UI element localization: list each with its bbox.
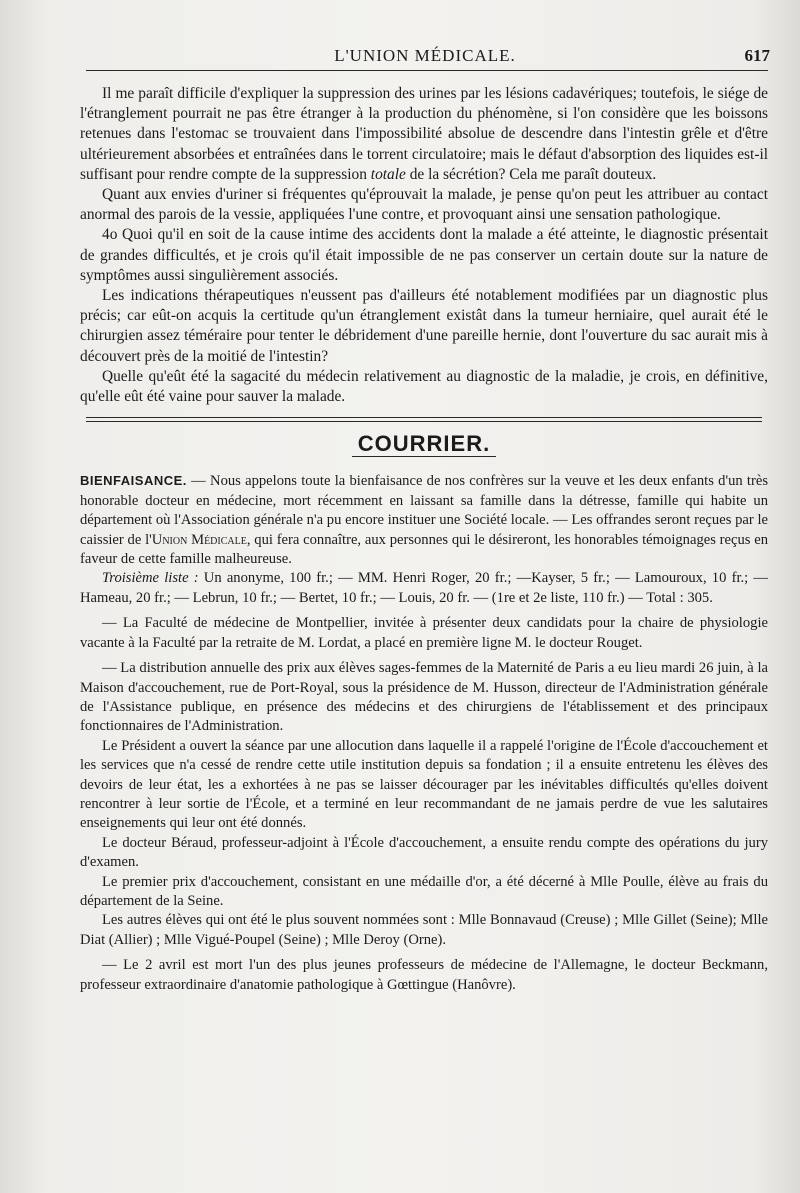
paragraph-2: Quant aux envies d'uriner si fréquentes qu'éprouvait la malade, je pense qu'on peut les attribuer au contact anormal des parois de la vessie, appliquées l'une contre, et provoquant ainsi une sensation pathologique. <box>80 186 768 224</box>
bienfaisance-lead: BIENFAISANCE. <box>80 473 187 489</box>
courrier-section <box>80 471 768 995</box>
liste-label: Troisième liste : <box>102 570 199 587</box>
news-item-beckmann: — Le 2 avril est mort l'un des plus jeunes professeurs de médecine de l'Allemagne, le docteur Beckmann, professeur extraordinaire d'anatomie pathologique à Gœttingue (Hanôvre). <box>80 957 768 993</box>
liste-paragraph: Troisième liste : Un anonyme, 100 fr.; — MM. Henri Roger, 20 fr.; —Kayser, 5 fr.; — Lamouroux, 10 fr.; — Hameau, 20 fr.; — Lebrun, 10 fr.; — Bertet, 10 fr.; — Louis, 20 fr. — (1re et 2e liste, 110 fr.) — Total : 305. <box>80 570 768 606</box>
news-item-montpellier: — La Faculté de médecine de Montpellier, invitée à présenter deux candidats pour la chaire de physiologie vacante à la Faculté par la retraite de M. Lordat, a placé en première ligne M. le docteur Rouget. <box>80 615 768 651</box>
running-title: L'UNION MÉDICALE. <box>334 46 516 65</box>
running-head <box>80 44 770 72</box>
journal-name: Union Médicale <box>151 531 247 548</box>
news-item-premier-prix: Le premier prix d'accouchement, consistant en une médaille d'or, a été décerné à Mlle Poulle, élève au frais du département de la Seine. <box>80 873 768 909</box>
news-item-distribution: — La distribution annuelle des prix aux élèves sages-femmes de la Maternité de Paris a eu lieu mardi 26 juin, à la Maison d'accouchement, rue de Port-Royal, sous la présidence de M. Husson, directeur de l'Administration générale de l'Assistance publique, en présence des médecins et des chirurgiens de l'établissement et des principaux fonctionnaires de l'Administration. <box>80 660 768 735</box>
bienfaisance-paragraph: BIENFAISANCE. — Nous appelons toute la bienfaisance de nos confrères sur la veuve et les deux enfants d'un très honorable docteur en médecine, mort récemment en laissant sa famille dans la détresse, famille qui habite un département où l'Association générale n'a pu encore instituer une Société locale. — Les offrandes seront reçues par le caissier de l'Union Médicale, qui fera connaître, aux personnes qui le désireront, les honorables témoignages reçus en faveur de cette famille malheureuse. <box>80 473 769 568</box>
news-item-president: Le Président a ouvert la séance par une allocution dans laquelle il a rappelé l'origine de l'École d'accouchement et les services que n'a cessé de rendre cette utile institution depuis sa fondation ; il a ensuite entretenu les élèves des devoirs de leur état, les a exhortées à ne pas se laisser décourager par les inévitables difficultés qu'elles doivent rencontrer à leur sortie de l'École, et a terminé en leur recommandant de ne jamais perdre de vue les salutaires enseignements qui leur ont été donnés. <box>80 737 768 832</box>
header-rule <box>86 70 768 71</box>
news-item-beraud: Le docteur Béraud, professeur-adjoint à l'École d'accouchement, a ensuite rendu compte des opérations du jury d'examen. <box>80 834 768 871</box>
page-number: 617 <box>744 46 770 65</box>
paragraph-1: Il me paraît difficile d'expliquer la suppression des urines par les lésions cadavériques; toutefois, le siége de l'étranglement pourrait ne pas être étranger à la production du phénomène, si l'on considère que les boissons retenues dans l'estomac se trouvaient dans l'impossibilité absolue de descendre dans l'intestin grêle et d'être ultérieurement absorbées et entraînées dans le torrent circulatoire; mais le défaut d'absorption des liquides est-il suffisant pour rendre compte de la suppression totale de la sécrétion? Cela me paraît douteux. <box>80 85 768 183</box>
section-title: COURRIER. <box>352 434 496 457</box>
paragraph-3: 4o Quoi qu'il en soit de la cause intime des accidents dont la malade a été atteinte, le diagnostic présentait de grandes difficultés, et je crois qu'il était impossible de ne pas conserver un certain doute sur la nature de symptômes aussi singulièrement associés. <box>80 226 768 284</box>
paragraph-5: Quelle qu'eût été la sagacité du médecin relativement au diagnostic de la maladie, je crois, en définitive, qu'elle eût été vaine pour sauver la malade. <box>80 367 768 406</box>
article-body <box>80 84 768 995</box>
section-heading <box>80 431 768 457</box>
paragraph-4: Les indications thérapeutiques n'eussent pas d'ailleurs été notablement modifiées par un diagnostic plus précis; car eût-on acquis la certitude qu'un étranglement existât dans la tumeur herniaire, quel aurait été le chirurgien assez téméraire pour tenter le débridement d'une pareille hernie, dont l'ouverture du sac aurait mis à découvert près de la moitié de l'intestin? <box>80 287 768 365</box>
news-item-autres-eleves: Les autres élèves qui ont été le plus souvent nommées sont : Mlle Bonnavaud (Creuse) ; Mlle Gillet (Seine); Mlle Diat (Allier) ; Mlle Vigué-Poupel (Seine) ; Mlle Deroy (Orne). <box>80 912 768 948</box>
section-separator <box>86 417 762 422</box>
